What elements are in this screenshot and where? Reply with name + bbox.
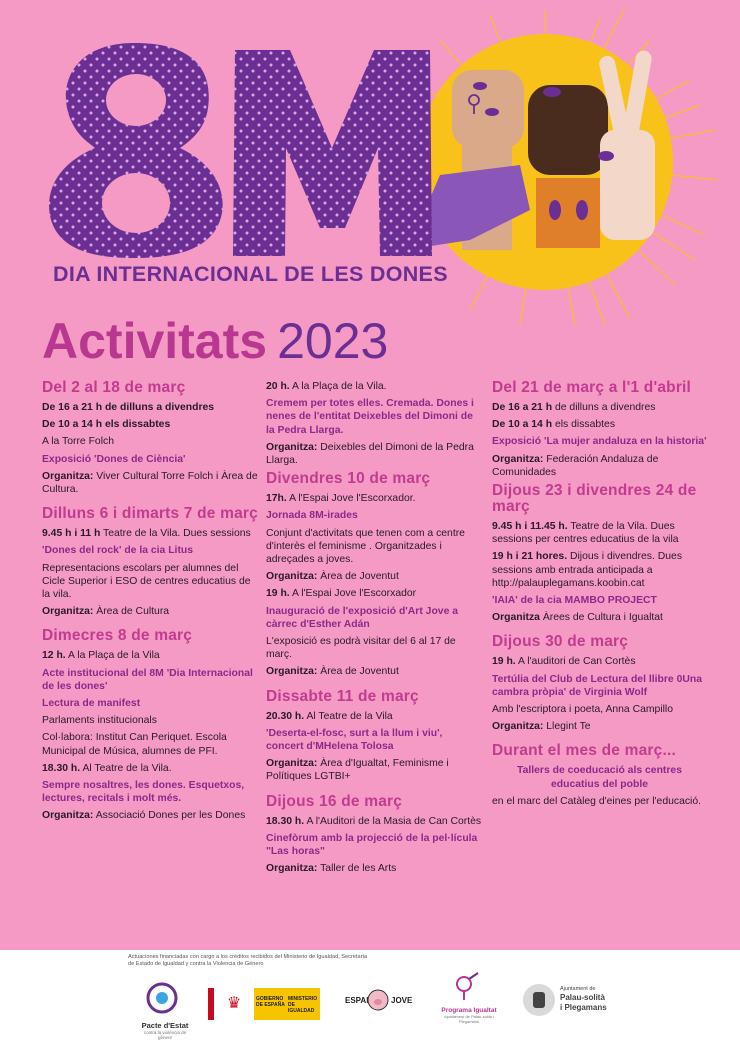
organizer-value: Llegint Te — [546, 721, 591, 733]
section-title: Dissabte 11 de març — [266, 687, 419, 705]
place: Al Teatre de la Vila — [306, 710, 393, 722]
description: Conjunt d'activitats que tenen com a centre d'interès el feminisme . Organitzades i adreçades a joves. — [266, 527, 465, 566]
organizer-value: Àrea d'Igualtat, Feminisme i Polítiques LGTBI+ — [266, 758, 449, 783]
organizer-line — [42, 809, 258, 822]
place: A l'auditori de Can Cortès — [518, 656, 636, 668]
time: 19 h i 21 hores. — [492, 551, 568, 563]
footer — [0, 950, 740, 1047]
time-line — [492, 550, 707, 590]
activity-title: Inauguració de l'exposició d'Art Jove a càrrec d'Esther Adán — [266, 605, 459, 630]
time-line — [42, 527, 258, 540]
activity-title: 'Dones del rock' de la cia Litus — [42, 545, 194, 557]
organizer-line — [266, 757, 482, 783]
time-line — [266, 815, 482, 828]
middle-fist — [528, 85, 608, 248]
activitats-year: 2023 — [277, 313, 389, 369]
organizer-line — [42, 470, 258, 496]
coat-of-arms-icon: ♛ — [216, 990, 252, 1018]
organizer-label: Organitza: — [266, 441, 318, 453]
digit-8 — [49, 43, 223, 258]
place: A l'Auditori de la Masia de Can Cortès — [306, 815, 482, 827]
place: Teatre de la Vila. Dues sessions — [103, 528, 251, 540]
organizer-value: Deixebles del Dimoni de la Pedra Llarga. — [266, 441, 474, 467]
section-title: Dijous 30 de març — [492, 633, 629, 651]
ajuntament-logo — [522, 982, 632, 1022]
section-title: Divendres 10 de març — [266, 470, 431, 488]
pacte-estat-icon — [140, 980, 184, 1016]
time-line — [266, 587, 482, 600]
time-line — [42, 649, 258, 662]
organizer-label: Organitza: — [42, 470, 94, 482]
activity-title: 'Deserta-el-fosc, surt a la llum i viu', concert d'MHelena Tolosa — [266, 727, 443, 753]
description: en el marc del Catàleg d'eines per l'educació. — [492, 795, 702, 807]
gender-symbols-icon — [452, 972, 482, 1002]
organizer-value: Àrea de Cultura — [96, 606, 170, 618]
organizer-line — [266, 665, 482, 678]
activitats-word: Activitats — [42, 313, 268, 369]
organizer-line — [42, 605, 258, 618]
gobierno-logo — [208, 988, 320, 1020]
activity-title: Cinefòrum amb la projecció de la pel·lícula "Las horas" — [266, 832, 478, 858]
time: 20.30 h. — [266, 710, 305, 722]
ajuntament-shield-icon — [522, 982, 556, 1018]
time: 19 h. — [266, 588, 290, 600]
ajuntament-label: Ajuntament de — [560, 986, 596, 992]
days: de dilluns a divendres — [554, 402, 656, 413]
organizer-label: Organitza: — [492, 453, 544, 465]
organizer-label: Organitza: — [42, 810, 94, 822]
section-title: Del 2 al 18 de març — [42, 379, 186, 396]
column-3 — [492, 380, 707, 812]
organizer-label: Organitza: — [266, 758, 318, 770]
organizer-value: Àrea de Joventut — [320, 666, 399, 678]
programa-igualtat-label: Programa Igualtat — [441, 1007, 497, 1014]
schedule-line — [492, 418, 707, 431]
place: A l'Espai Jove l'Escorxador. — [289, 493, 416, 505]
section-title: Dilluns 6 i dimarts 7 de març — [42, 505, 258, 523]
place: A la Plaça de la Vila — [68, 650, 160, 662]
activity-title: Tallers de coeducació als centres educatius del poble — [517, 765, 682, 790]
organizer-label: Organitza: — [492, 721, 544, 733]
place: A l'Espai Jove l'Escorxador — [292, 588, 417, 600]
time-line — [266, 710, 482, 723]
organizer-line — [266, 862, 482, 875]
espai-label: ESPAI — [345, 996, 369, 1005]
subtitle: DIA INTERNACIONAL DE LES DONES — [53, 262, 448, 286]
activity-title: Jornada 8M-irades — [266, 510, 358, 522]
time: 9.45 h i 11.45 h. — [492, 521, 568, 533]
time: De 10 a 14 h — [492, 419, 553, 431]
time: 17h. — [266, 493, 287, 505]
programa-igualtat-sub: Ajuntament de Palau-solità i Plegamans — [444, 1014, 494, 1024]
section-title: Dijous 23 i divendres 24 de març — [492, 482, 697, 516]
place: A la Plaça de la Vila. — [292, 381, 387, 392]
organizer-value: Taller de les Arts — [320, 863, 397, 875]
section-title: Del 21 de març a l'1 d'abril — [492, 379, 692, 396]
jove-label: JOVE — [391, 996, 413, 1005]
section-title: Dimecres 8 de març — [42, 627, 193, 645]
letter-m — [233, 50, 432, 256]
time-line — [492, 520, 707, 546]
big-8m-title — [40, 38, 460, 260]
espai-jove-logo — [345, 982, 411, 1026]
place-line: A la Torre Folch — [42, 436, 114, 448]
pacte-estat-sub: contra la violència de gènere — [143, 1030, 187, 1040]
activity-title: Acte institucional del 8M 'Dia Internacional de les dones' — [42, 667, 253, 692]
activity-title: Cremem per totes elles. Cremada. Dones i nenes de l'entitat Deixebles del Dimoni de la Pedra Llarga. — [266, 398, 474, 436]
description: L'exposició es podrà visitar del 6 al 17 de març. — [266, 636, 456, 661]
time: De 16 a 21 h — [492, 402, 553, 413]
time: 18.30 h. — [266, 815, 305, 827]
organizer-label: Organitza: — [266, 863, 318, 875]
organizer-line — [266, 570, 482, 583]
organizer-value: Viver Cultural Torre Folch i Àrea de Cultura. — [42, 470, 258, 496]
section-title: Dijous 16 de març — [266, 792, 403, 810]
organizer-label: Organitza — [492, 612, 540, 624]
column-2 — [266, 380, 482, 879]
organizer-value: Àrea de Joventut — [320, 571, 399, 583]
place: Teatre de la Vila. Dues sessions per centres educatius de la vila — [492, 521, 679, 546]
organizer-value: Federación Andaluza de Comunidades — [492, 453, 659, 478]
description: Amb l'escriptora i poeta, Anna Campillo — [492, 704, 674, 716]
organizer-label: Organitza: — [266, 571, 318, 583]
organizer-label: Organitza: — [266, 666, 318, 678]
description: Col·labora: Institut Can Periquet. Escola Municipal de Música, alumnes de PFI. — [42, 732, 227, 757]
schedule-line: De 10 a 14 h els dissabtes — [42, 419, 171, 431]
activity-title: Sempre nosaltres, les dones. Esquetxos, lectures, recitals i molt més. — [42, 780, 245, 805]
organizer-label: Organitza: — [42, 606, 94, 618]
schedule-line — [492, 401, 707, 414]
schedule-line: De 16 a 21 h de dilluns a divendres — [42, 402, 215, 413]
funding-note: Actuaciones financiadas con cargo a los créditos recibidos del Ministerio de Igualdad, Secretaría de Estado de Igualdad y contra la Violencia de Género — [128, 954, 368, 967]
time: 12 h. — [42, 650, 66, 662]
organizer-line — [266, 441, 482, 467]
time: 19 h. — [492, 656, 516, 668]
pig-icon — [367, 984, 389, 1012]
organizer-value: Àrees de Cultura i Igualtat — [542, 612, 663, 624]
place: Al Teatre de la Vila. — [82, 762, 172, 774]
palau-label: Palau-solità — [560, 993, 605, 1002]
programa-igualtat-logo — [434, 972, 504, 1024]
ministerio-label: MINISTERIO DE IGUALDAD — [288, 996, 318, 1014]
time-line — [492, 655, 707, 668]
gobierno-label: GOBIERNO DE ESPAÑA — [256, 996, 285, 1008]
organizer-value: Associació Dones per les Dones — [95, 810, 246, 822]
activity-title: Lectura de manifest — [42, 698, 141, 710]
activity-title: Tertúlia del Club de Lectura del llibre 0Una cambra pròpia' de Virginia Wolf — [492, 673, 702, 698]
activitats-heading — [42, 313, 389, 369]
time-line — [42, 762, 258, 775]
days: els dissabtes — [554, 419, 616, 431]
organizer-line — [492, 453, 707, 479]
description: Representacions escolars per alumnes del Cicle Superior i ESO de centres educatius de la vila. — [42, 562, 251, 601]
time-line — [266, 380, 482, 393]
description: Dijous i divendres. Dues sessions amb entrada anticipada a http://palauplegamans.koobin.cat — [492, 551, 683, 589]
pacte-estat-label: Pacte d'Estat — [141, 1021, 189, 1030]
activity-title: 'IAIA' de la cia MAMBO PROJECT — [492, 595, 657, 607]
plegamans-label: i Plegamans — [560, 1003, 607, 1012]
flag-stripe-icon — [208, 988, 214, 1020]
time: 9.45 h i 11 h — [42, 528, 101, 540]
organizer-line — [492, 611, 707, 624]
time: 18.30 h. — [42, 762, 81, 774]
organizer-line — [492, 720, 707, 733]
activity-title: Exposició 'Dones de Ciència' — [42, 453, 186, 465]
description: Parlaments institucionals — [42, 715, 157, 727]
pacte-estat-logo — [140, 980, 190, 1040]
time: 20 h. — [266, 381, 290, 392]
activity-title: Exposició 'La mujer andaluza en la historia' — [492, 436, 707, 448]
time-line — [266, 492, 482, 505]
column-1 — [42, 380, 258, 827]
section-title: Durant el mes de març... — [492, 742, 676, 760]
